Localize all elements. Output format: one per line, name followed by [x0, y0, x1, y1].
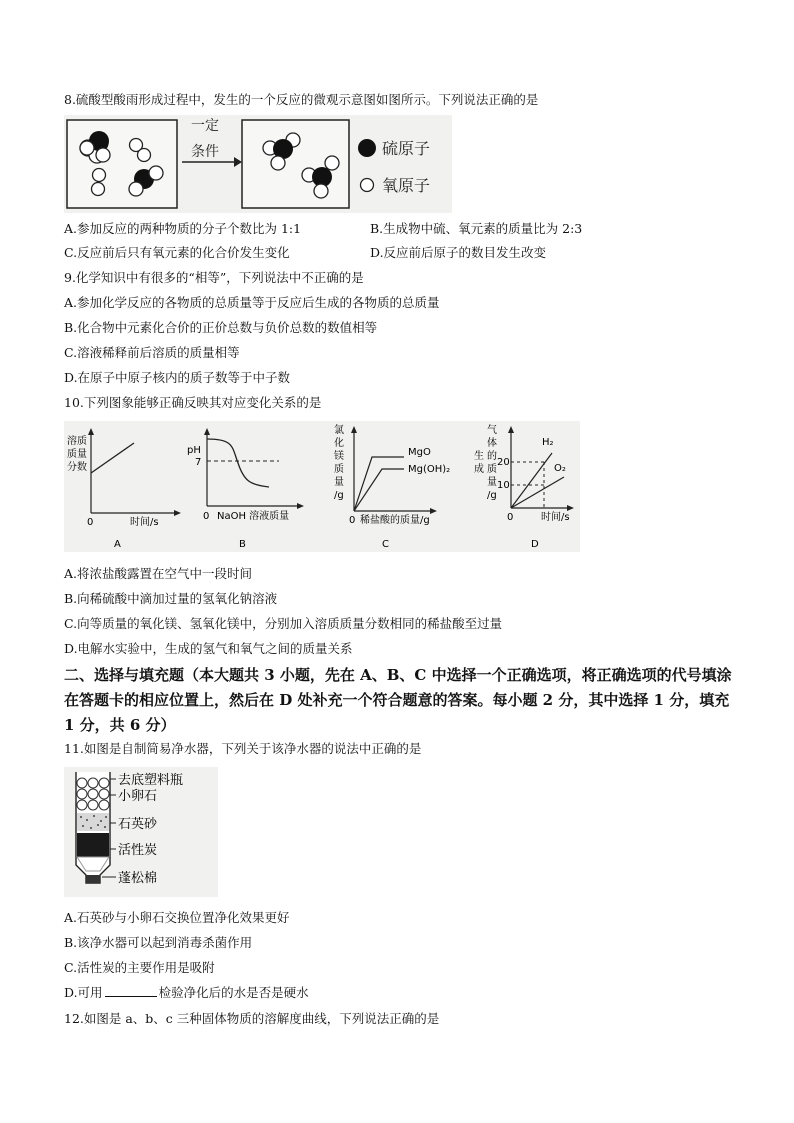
svg-text:活性炭: 活性炭: [118, 843, 158, 858]
svg-text:H₂: H₂: [542, 437, 554, 448]
svg-text:0: 0: [87, 517, 94, 528]
q12-stem: 12.如图是 a、b、c 三种固体物质的溶解度曲线，下列说法正确的是: [64, 1011, 440, 1026]
arrow-label-1: 一定: [191, 118, 219, 134]
q11-stem: 11.如图是自制简易净水器，下列关于该净水器的说法中正确的是: [64, 741, 422, 756]
q8-stem: 8.硫酸型酸雨形成过程中，发生的一个反应的微观示意图如图所示。下列说法正确的是: [64, 92, 539, 107]
q11-option-a: A.石英砂与小卵石交换位置净化效果更好: [64, 910, 290, 925]
legend-sulfur: 硫原子: [382, 139, 431, 158]
svg-text:/g: /g: [334, 490, 344, 501]
q8-option-d: D.反应前后原子的数目发生改变: [370, 245, 547, 260]
svg-text:体: 体: [487, 438, 497, 449]
svg-text:分数: 分数: [67, 462, 87, 473]
svg-text:7: 7: [195, 457, 202, 468]
svg-text:生: 生: [474, 451, 484, 462]
svg-text:时间/s: 时间/s: [130, 517, 159, 528]
svg-text:镁: 镁: [334, 451, 344, 462]
q8-option-c: C.反应前后只有氧元素的化合价发生变化: [64, 245, 290, 260]
q11-water-filter-figure: [64, 767, 218, 897]
svg-text:NaOH 溶液质量: NaOH 溶液质量: [217, 511, 290, 522]
svg-text:0: 0: [349, 515, 356, 526]
svg-text:/g: /g: [487, 490, 497, 501]
svg-text:20: 20: [497, 457, 510, 468]
answer-blank[interactable]: [105, 985, 157, 997]
svg-text:质: 质: [334, 464, 344, 475]
svg-text:A: A: [114, 539, 121, 550]
svg-text:去底塑料瓶: 去底塑料瓶: [118, 773, 184, 788]
arrow-label-2: 条件: [191, 144, 219, 160]
q11-option-b: B.该净水器可以起到消毒杀菌作用: [64, 935, 253, 950]
graph-b: [187, 428, 304, 550]
q10-stem: 10.下列图象能够正确反映其对应变化关系的是: [64, 395, 322, 410]
svg-text:化: 化: [334, 438, 344, 449]
svg-text:氯: 氯: [334, 425, 344, 436]
q10-graphs-figure: [64, 421, 580, 552]
oxygen-atom-legend-icon: [361, 179, 374, 192]
graph-c: [334, 423, 450, 550]
svg-text:C: C: [382, 539, 389, 550]
q9-option-d: D.在原子中原子核内的质子数等于中子数: [64, 370, 291, 385]
svg-text:质量: 质量: [67, 449, 87, 460]
svg-text:10: 10: [497, 480, 510, 491]
svg-text:石英砂: 石英砂: [118, 817, 158, 832]
q9-option-a: A.参加化学反应的各物质的总质量等于反应后生成的各物质的总质量: [64, 295, 440, 310]
q8-figure: [64, 115, 452, 213]
q8-option-a: A.参加反应的两种物质的分子个数比为 1:1: [64, 221, 302, 236]
q10-option-d: D.电解水实验中，生成的氢气和氧气之间的质量关系: [64, 641, 353, 656]
svg-text:的: 的: [487, 451, 497, 462]
q11-option-d: [64, 985, 309, 1001]
svg-text:量: 量: [487, 477, 497, 488]
svg-text:蓬松棉: 蓬松棉: [118, 871, 158, 886]
svg-text:质: 质: [487, 464, 497, 475]
svg-text:稀盐酸的质量/g: 稀盐酸的质量/g: [360, 515, 430, 526]
graph-d: [474, 424, 574, 550]
svg-text:pH: pH: [187, 445, 201, 456]
graph-a: [67, 428, 181, 550]
legend-oxygen: 氧原子: [382, 176, 431, 195]
q11-option-d-suffix: 检验净化后的水是否是硬水: [158, 985, 309, 1000]
section-2-heading: 二、选择与填充题（本大题共 3 小题，先在 A、B、C 中选择一个正确选项，将正确选项的代号填涂在答题卡的相应位置上，然后在 D 处补充一个符合题意的答案。每小题 2 分，其中选择 1 分，填充 1 分，共 6 分）: [64, 666, 732, 734]
pebble-layer: [77, 778, 109, 810]
svg-text:溶质: 溶质: [67, 436, 87, 447]
svg-text:时间/s: 时间/s: [541, 512, 570, 523]
svg-text:0: 0: [507, 512, 514, 523]
svg-text:Mg(OH)₂: Mg(OH)₂: [408, 464, 451, 475]
q10-option-c: C.向等质量的氧化镁、氢氧化镁中，分别加入溶质质量分数相同的稀盐酸至过量: [64, 616, 503, 631]
svg-text:0: 0: [203, 511, 210, 522]
q9-option-b: B.化合物中元素化合价的正价总数与负价总数的数值相等: [64, 320, 378, 335]
svg-text:D: D: [531, 539, 539, 550]
q10-option-b: B.向稀硫酸中滴加过量的氢氧化钠溶液: [64, 591, 278, 606]
svg-text:成: 成: [474, 464, 484, 475]
svg-text:MgO: MgO: [408, 447, 431, 458]
svg-text:气: 气: [487, 425, 497, 436]
svg-text:B: B: [239, 539, 246, 550]
q9-stem: 9.化学知识中有很多的“相等”，下列说法中不正确的是: [64, 270, 364, 285]
svg-text:量: 量: [334, 477, 344, 488]
q8-option-b: B.生成物中硫、氧元素的质量比为 2:3: [370, 221, 583, 236]
sulfur-atom-legend-icon: [358, 139, 376, 157]
svg-text:小卵石: 小卵石: [118, 789, 158, 804]
q11-option-c: C.活性炭的主要作用是吸附: [64, 960, 215, 975]
svg-text:O₂: O₂: [554, 463, 566, 474]
q11-option-d-prefix: D.可用: [64, 985, 103, 1000]
q10-option-a: A.将浓盐酸露置在空气中一段时间: [64, 566, 253, 581]
q9-option-c: C.溶液稀释前后溶质的质量相等: [64, 345, 240, 360]
